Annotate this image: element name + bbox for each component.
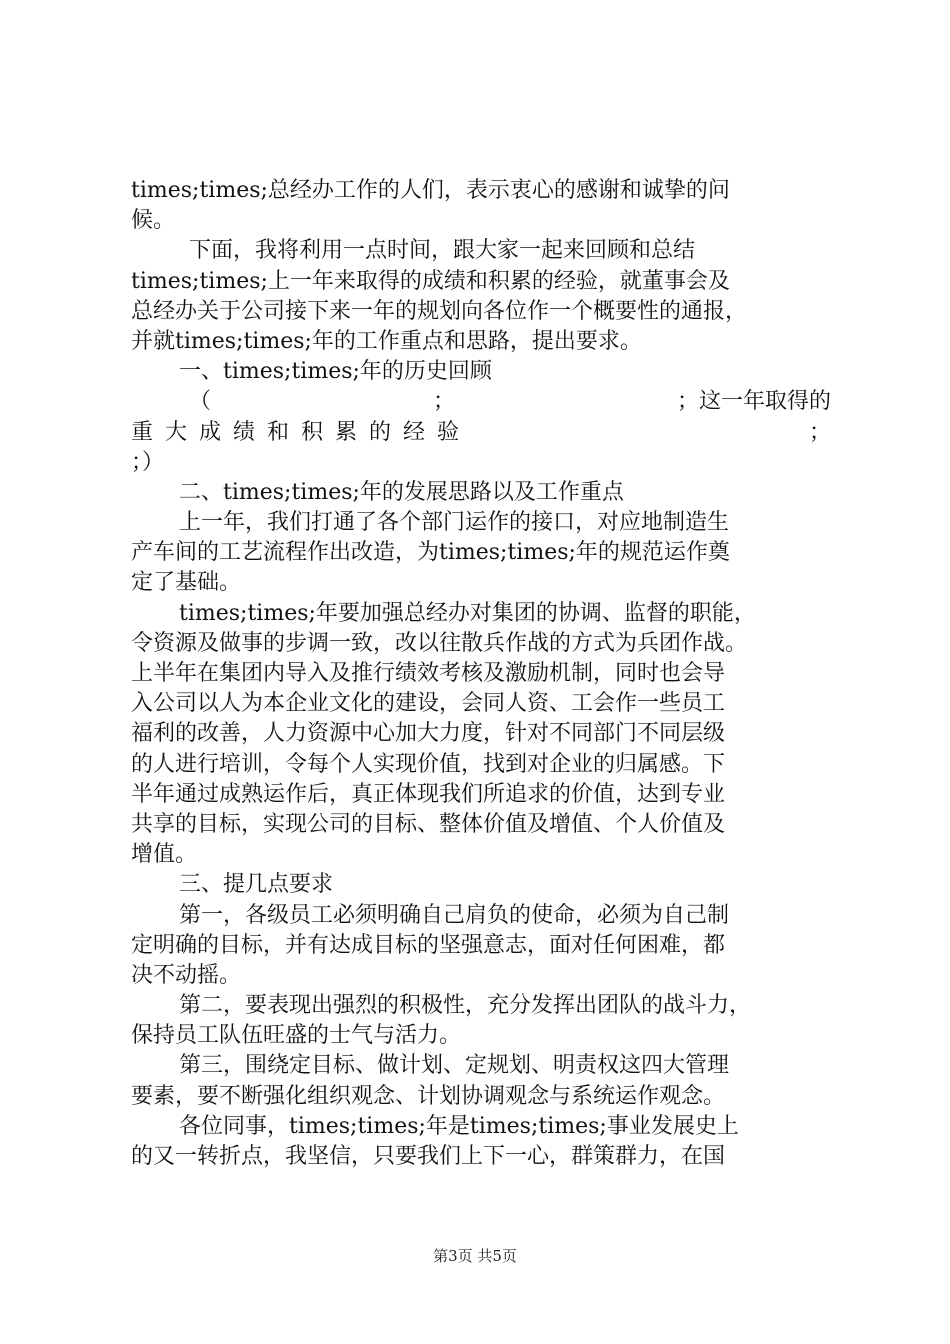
text-line: 共享的目标，实现公司的目标、整体价值及增值、个人价值及 [131,811,726,837]
text-line: 总经办关于公司接下来一年的规划向各位作一个概要性的通报， [131,298,748,324]
text-line: times;times;上一年来取得的成绩和积累的经验，就董事会及 [131,268,730,294]
text-line: 增值。 [131,842,198,868]
open-bracket: （ [189,389,212,415]
text-line: 的人进行培训，令每个人实现价值，找到对企业的归属感。下 [131,751,726,777]
section-heading: 一、times;times;年的历史回顾 [179,359,492,385]
text-line: 决不动摇。 [131,962,242,988]
text-line: 定了基础。 [131,570,242,596]
blank-separator: ； [808,419,831,445]
text-line: 令资源及做事的步调一致，改以往散兵作战的方式为兵团作战。 [131,630,748,656]
text-line: 下面，我将利用一点时间，跟大家一起来回顾和总结 [189,238,696,264]
text-line: 并就times;times;年的工作重点和思路，提出要求。 [131,328,642,354]
close-bracket-line: ；） [131,449,165,475]
blank-fill-line [131,387,831,417]
text-line: 定明确的目标，并有达成目标的坚强意志，面对任何困难，都 [131,932,726,958]
text-line: 入公司以人为本企业文化的建设，会同人资、工会作一些员工 [131,691,726,717]
text-line: 第二，要表现出强烈的积极性，充分发挥出团队的战斗力， [179,993,752,1019]
spread-text: 重大成绩和积累的经验 [131,419,472,445]
text-line: 各位同事，times;times;年是times;times;事业发展史上 [179,1113,739,1139]
section-heading: 二、times;times;年的发展思路以及工作重点 [179,479,624,505]
text-line: 福利的改善，人力资源中心加大力度，针对不同部门不同层级 [131,721,726,747]
blank-separator: ； [432,389,455,415]
text-line: 产车间的工艺流程作出改造，为times;times;年的规范运作奠 [131,540,730,566]
document-body [131,176,831,1172]
text-line: times;times;年要加强总经办对集团的协调、监督的职能， [179,600,756,626]
blank-trailing-text: ；这一年取得的 [676,389,831,415]
page-number-footer: 第3页 共5页 [433,1247,517,1265]
text-line: 候。 [131,208,176,234]
text-line: 要素，要不断强化组织观念、计划协调观念与系统运作观念。 [131,1083,726,1109]
text-line: 保持员工队伍旺盛的士气与活力。 [131,1023,462,1049]
text-line: 第一，各级员工必须明确自己肩负的使命，必须为自己制 [179,902,730,928]
text-line: 半年通过成熟运作后，真正体现我们所追求的价值，达到专业 [131,781,726,807]
text-line: 的又一转折点，我坚信，只要我们上下一心，群策群力，在国 [131,1144,726,1169]
blank-fill-line [131,418,831,448]
text-line: 上一年，我们打通了各个部门运作的接口，对应地制造生 [179,510,730,536]
section-heading: 三、提几点要求 [179,872,334,898]
text-line: times;times;总经办工作的人们，表示衷心的感谢和诚挚的问 [131,178,730,203]
text-line: 上半年在集团内导入及推行绩效考核及激励机制，同时也会导 [131,661,726,686]
text-line: 第三，围绕定目标、做计划、定规划、明责权这四大管理 [179,1053,730,1079]
